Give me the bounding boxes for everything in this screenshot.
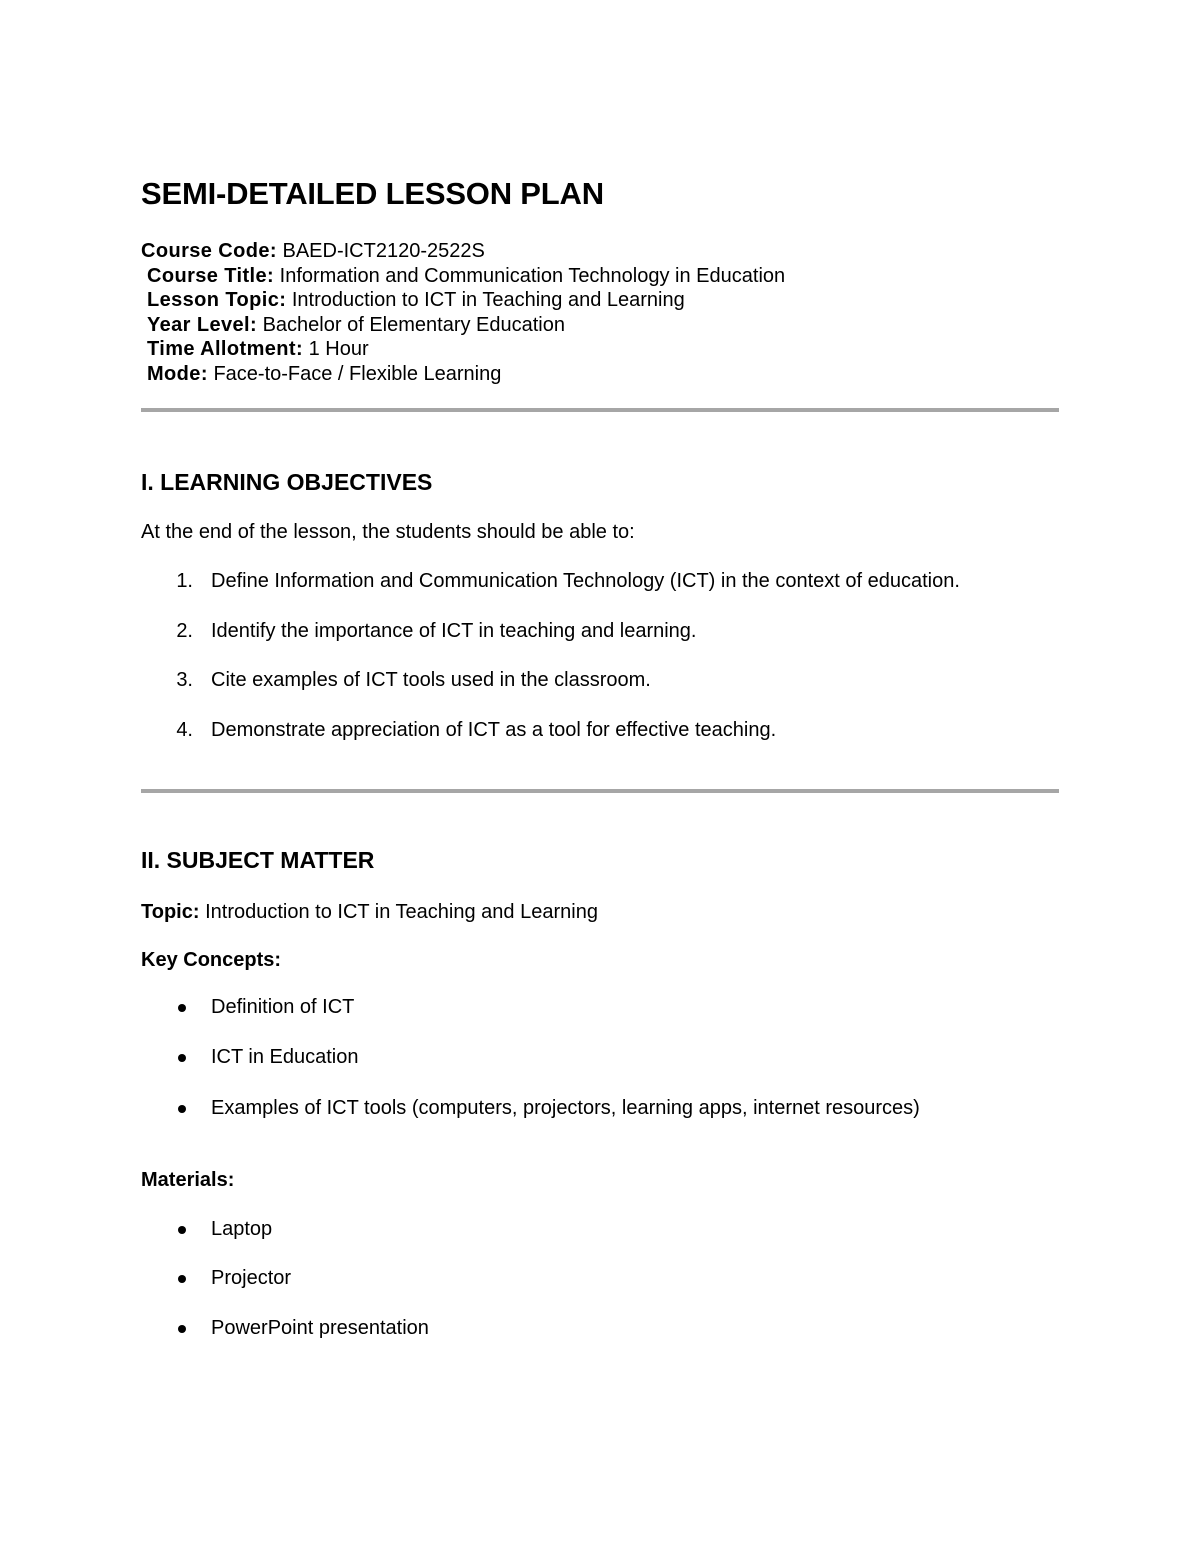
topic-line <box>141 900 598 924</box>
bullet-icon <box>178 1275 186 1283</box>
horizontal-rule <box>141 408 1059 412</box>
objective-item: Define Information and Communication Technology (ICT) in the context of education. <box>211 570 960 592</box>
topic-label: Topic: <box>141 901 200 923</box>
objective-number: 2. <box>176 620 193 642</box>
course-title-label: Course Title: <box>147 265 275 287</box>
objective-item: Cite examples of ICT tools used in the classroom. <box>211 669 651 691</box>
subject-matter-heading: II. SUBJECT MATTER <box>141 847 375 873</box>
objective-item: Identify the importance of ICT in teaching and learning. <box>211 620 697 642</box>
objective-number: 1. <box>176 570 193 592</box>
bullet-icon <box>178 1004 186 1012</box>
year-level-value: Bachelor of Elementary Education <box>262 314 565 336</box>
bullet-icon <box>178 1226 186 1234</box>
course-code-value: BAED-ICT2120-2522S <box>282 240 485 262</box>
horizontal-rule <box>141 789 1059 793</box>
course-title-line <box>147 264 785 288</box>
time-allotment-line <box>147 337 369 361</box>
objective-number: 3. <box>176 669 193 691</box>
bullet-icon <box>178 1054 186 1062</box>
course-code-label: Course Code: <box>141 240 277 262</box>
year-level-label: Year Level: <box>147 314 258 336</box>
mode-value: Face-to-Face / Flexible Learning <box>213 363 502 385</box>
time-allotment-label: Time Allotment: <box>147 338 304 360</box>
key-concept-item: Examples of ICT tools (computers, projectors, learning apps, internet resources) <box>211 1097 920 1119</box>
course-code-line <box>141 239 485 263</box>
objective-item: Demonstrate appreciation of ICT as a tool for effective teaching. <box>211 719 777 741</box>
year-level-line <box>147 313 565 337</box>
mode-label: Mode: <box>147 363 208 385</box>
objectives-heading: I. LEARNING OBJECTIVES <box>141 469 433 495</box>
lesson-topic-line <box>147 288 685 312</box>
topic-value: Introduction to ICT in Teaching and Learning <box>205 901 598 923</box>
material-item: Laptop <box>211 1218 273 1240</box>
course-title-value: Information and Communication Technology in Education <box>279 265 786 287</box>
material-item: PowerPoint presentation <box>211 1317 429 1339</box>
mode-line <box>147 362 501 386</box>
key-concepts-label: Key Concepts: <box>141 949 282 971</box>
bullet-icon <box>178 1325 186 1333</box>
key-concept-item: Definition of ICT <box>211 996 355 1018</box>
time-allotment-value: 1 Hour <box>308 338 369 360</box>
objectives-intro: At the end of the lesson, the students should be able to: <box>141 521 635 543</box>
key-concept-item: ICT in Education <box>211 1046 359 1068</box>
lesson-topic-label: Lesson Topic: <box>147 289 287 311</box>
lesson-topic-value: Introduction to ICT in Teaching and Learning <box>291 289 685 311</box>
page-title: SEMI-DETAILED LESSON PLAN <box>141 176 604 211</box>
bullet-icon <box>178 1105 186 1113</box>
material-item: Projector <box>211 1267 292 1289</box>
materials-label: Materials: <box>141 1169 235 1191</box>
objective-number: 4. <box>176 719 193 741</box>
